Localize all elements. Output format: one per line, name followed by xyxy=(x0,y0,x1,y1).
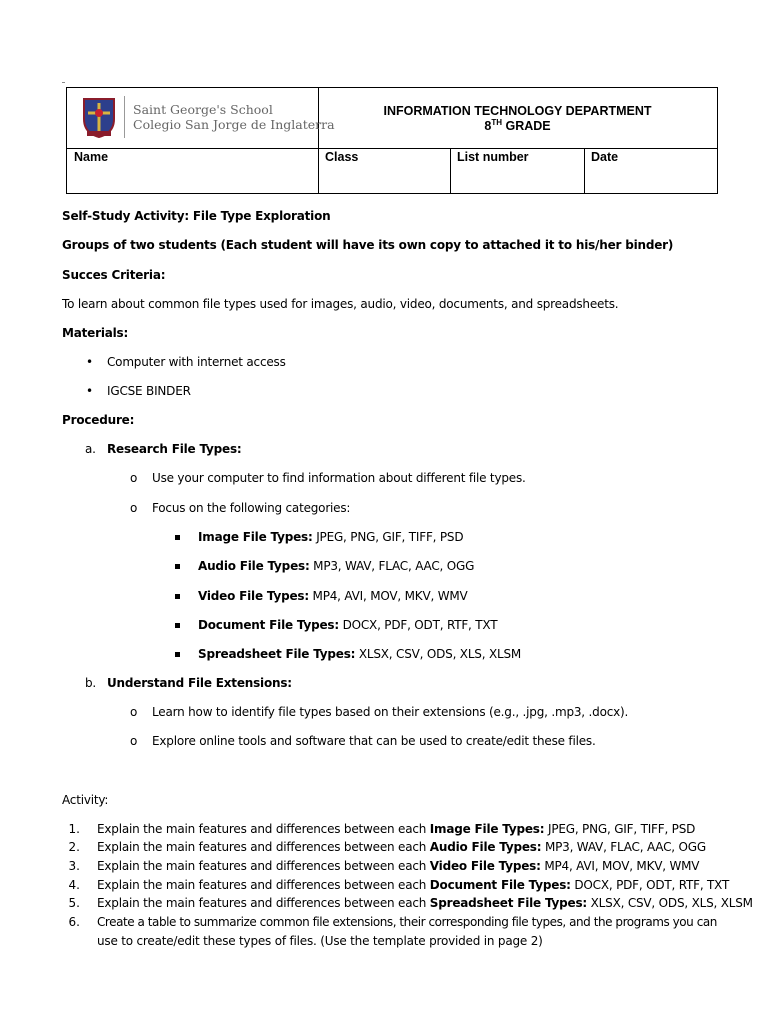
activity-prefix: Explain the main features and differences between each xyxy=(97,896,430,910)
activity-item-6-line1: Create a table to summarize common file extensions, their corresponding file types, and the programs you can xyxy=(97,915,717,929)
category-item xyxy=(198,589,468,604)
activity-label: Image File Types: xyxy=(429,822,545,836)
square-bullet-icon xyxy=(175,564,180,569)
activity-prefix: Explain the main features and differences between each xyxy=(97,840,430,854)
activity-text: MP4, AVI, MOV, MKV, WMV xyxy=(540,859,700,873)
activity-title: Self-Study Activity: File Type Exploration xyxy=(62,209,331,223)
grade-title xyxy=(318,119,717,133)
activity-item xyxy=(97,896,753,911)
materials-item: Computer with internet access xyxy=(107,355,286,369)
category-item xyxy=(198,530,463,545)
activity-item xyxy=(97,822,695,837)
activity-item-6-line2: use to create/edit these types of files. (Use the template provided in page 2) xyxy=(97,934,543,948)
procedure-marker-b: b. xyxy=(85,676,97,690)
category-text: DOCX, PDF, ODT, RTF, TXT xyxy=(338,618,498,632)
header-table xyxy=(66,87,718,194)
date-field-label: Date xyxy=(591,150,619,164)
school-logo xyxy=(67,88,335,148)
procedure-a-item: Use your computer to find information about different file types. xyxy=(152,471,526,485)
department-title: INFORMATION TECHNOLOGY DEPARTMENT xyxy=(383,104,652,118)
criteria-text: To learn about common file types used for images, audio, video, documents, and spreadsheets. xyxy=(62,297,619,311)
class-field-label: Class xyxy=(325,150,359,164)
activity-label: Spreadsheet File Types: xyxy=(429,896,588,910)
square-bullet-icon xyxy=(175,652,180,657)
grade-number: 8 xyxy=(484,119,492,133)
category-label: Spreadsheet File Types: xyxy=(198,647,356,661)
bullet-icon: • xyxy=(86,384,94,398)
category-label: Document File Types: xyxy=(198,618,339,632)
activity-label: Audio File Types: xyxy=(429,840,542,854)
groups-note: Groups of two students (Each student will have its own copy to attached it to his/her binder) xyxy=(62,238,674,252)
category-label: Image File Types: xyxy=(198,530,313,544)
sub-bullet-icon: o xyxy=(130,471,138,485)
name-field-label: Name xyxy=(74,150,109,164)
grade-suffix: TH xyxy=(491,118,502,127)
category-item xyxy=(198,647,521,662)
logo-divider xyxy=(124,96,125,138)
activity-prefix: Explain the main features and differences between each xyxy=(97,822,430,836)
page-mark xyxy=(62,82,65,83)
activity-label: Document File Types: xyxy=(429,878,571,892)
divider xyxy=(67,148,717,149)
activity-number: 1. xyxy=(68,822,80,836)
activity-item xyxy=(97,859,699,874)
category-item xyxy=(198,559,474,574)
activity-number: 6. xyxy=(68,915,80,929)
grade-word: GRADE xyxy=(505,119,551,133)
category-label: Audio File Types: xyxy=(198,559,310,573)
bullet-icon: • xyxy=(86,355,94,369)
procedure-marker-a: a. xyxy=(85,442,96,456)
procedure-a-item: Focus on the following categories: xyxy=(152,501,351,515)
activity-number: 4. xyxy=(68,878,80,892)
square-bullet-icon xyxy=(175,535,180,540)
school-name-line: Colegio San Jorge de Inglaterra xyxy=(133,117,335,132)
activity-number: 2. xyxy=(68,840,80,854)
activity-prefix: Explain the main features and differences between each xyxy=(97,859,430,873)
activity-item xyxy=(97,878,729,893)
school-name xyxy=(133,102,335,132)
procedure-b-item: Learn how to identify file types based on their extensions (e.g., .jpg, .mp3, .docx). xyxy=(152,705,629,719)
category-text: MP4, AVI, MOV, MKV, WMV xyxy=(308,589,468,603)
department-cell xyxy=(318,88,717,148)
sub-bullet-icon: o xyxy=(130,501,138,515)
school-name-line: Saint George's School xyxy=(133,102,273,117)
activity-number: 5. xyxy=(68,896,80,910)
activity-text: JPEG, PNG, GIF, TIFF, PSD xyxy=(544,822,696,836)
category-label: Video File Types: xyxy=(198,589,309,603)
procedure-heading: Procedure: xyxy=(62,413,135,427)
category-text: XLSX, CSV, ODS, XLS, XLSM xyxy=(355,647,522,661)
activity-heading: Activity: xyxy=(62,793,109,807)
activity-label: Video File Types: xyxy=(429,859,541,873)
activity-text: DOCX, PDF, ODT, RTF, TXT xyxy=(570,878,730,892)
school-crest-icon xyxy=(81,95,117,139)
divider xyxy=(584,148,585,194)
materials-heading: Materials: xyxy=(62,326,129,340)
procedure-b-item: Explore online tools and software that can be used to create/edit these files. xyxy=(152,734,596,748)
activity-item xyxy=(97,840,706,855)
sub-bullet-icon: o xyxy=(130,705,138,719)
category-text: JPEG, PNG, GIF, TIFF, PSD xyxy=(312,530,464,544)
criteria-heading: Succes Criteria: xyxy=(62,268,166,282)
activity-prefix: Explain the main features and differences between each xyxy=(97,878,430,892)
divider xyxy=(450,148,451,194)
square-bullet-icon xyxy=(175,594,180,599)
square-bullet-icon xyxy=(175,623,180,628)
category-item xyxy=(198,618,497,633)
activity-number: 3. xyxy=(68,859,80,873)
procedure-b-title: Understand File Extensions: xyxy=(107,676,292,690)
activity-text: MP3, WAV, FLAC, AAC, OGG xyxy=(541,840,706,854)
sub-bullet-icon: o xyxy=(130,734,138,748)
materials-item: IGCSE BINDER xyxy=(107,384,191,398)
list-number-field-label: List number xyxy=(457,150,529,164)
procedure-a-title: Research File Types: xyxy=(107,442,242,456)
activity-text: XLSX, CSV, ODS, XLS, XLSM xyxy=(587,896,753,910)
category-text: MP3, WAV, FLAC, AAC, OGG xyxy=(309,559,475,573)
